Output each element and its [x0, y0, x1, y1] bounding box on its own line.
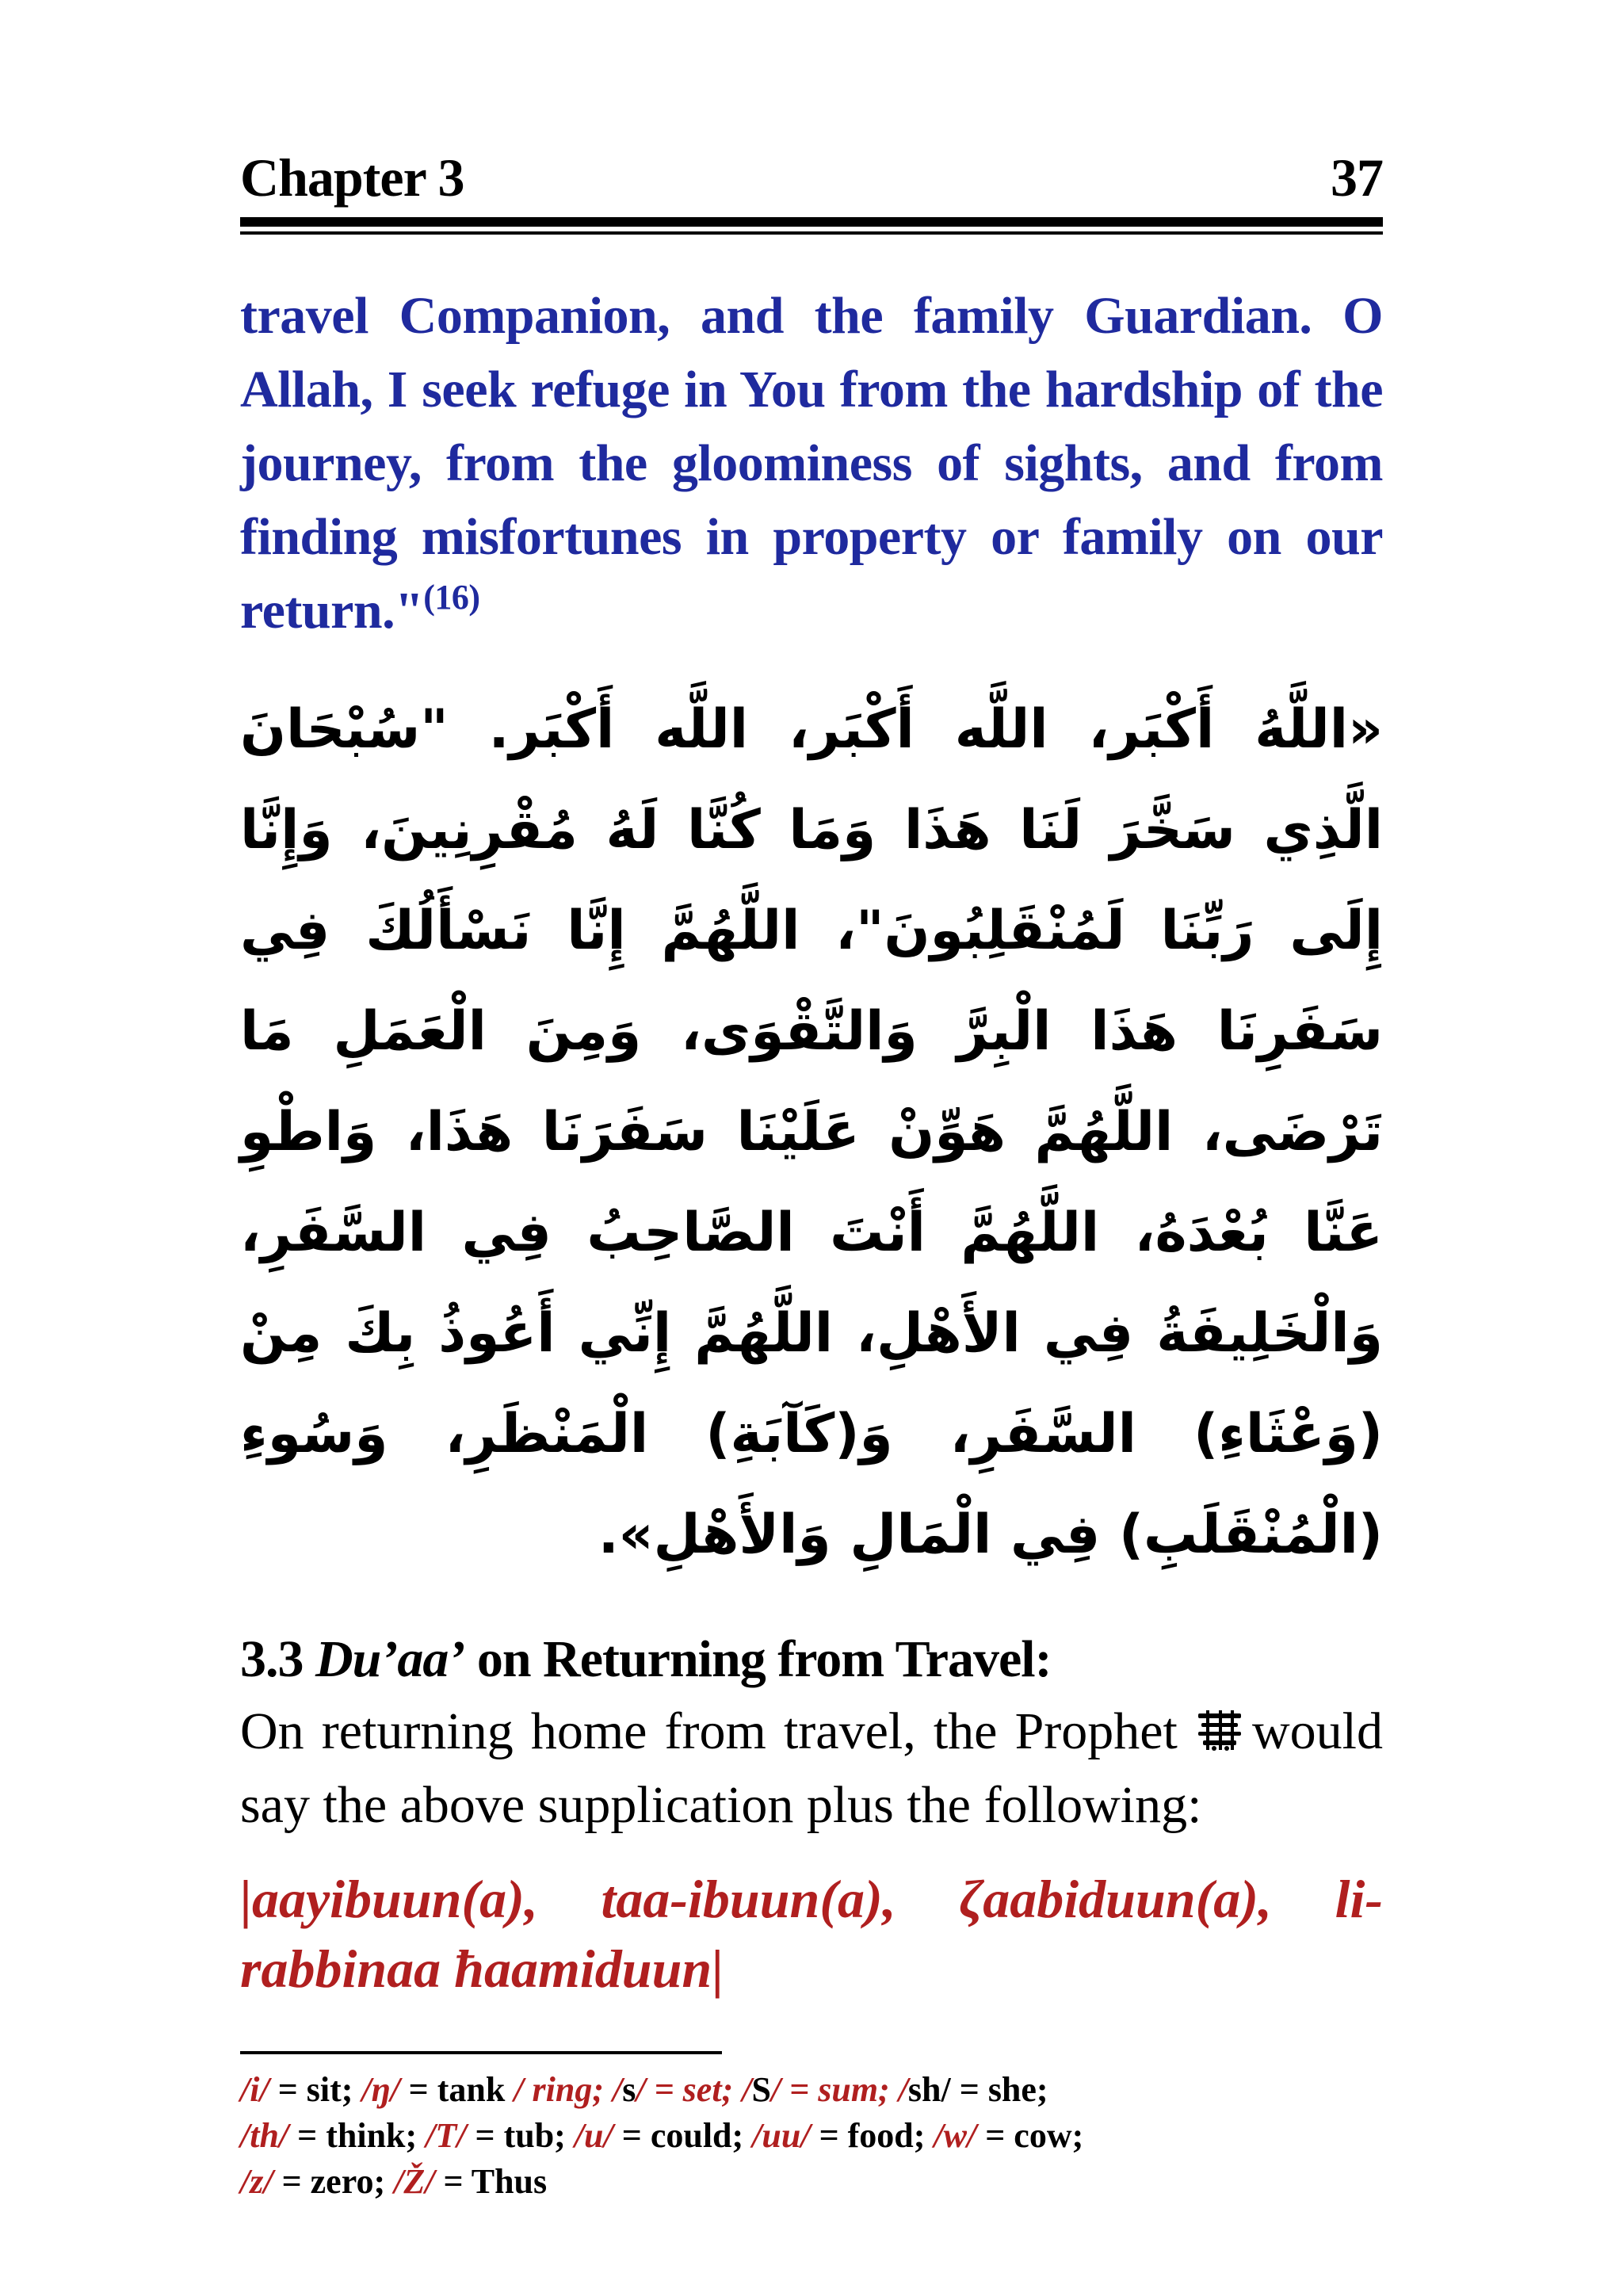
- phonetic-symbol: /Ž/: [394, 2162, 435, 2201]
- translation-paragraph: [240, 279, 1383, 648]
- example-word: = tub;: [466, 2116, 575, 2155]
- chapter-title: Chapter 3: [240, 147, 464, 208]
- example-word: = could;: [613, 2116, 753, 2155]
- page-number: 37: [1331, 147, 1383, 208]
- example-word: = tank: [399, 2070, 514, 2109]
- body-text-end: would say the above supplication plus the following:: [240, 1702, 1384, 1834]
- phonetic-symbol: / = set; /: [636, 2070, 752, 2109]
- footnote-line: [240, 2067, 1383, 2113]
- phonetic-symbol: /T/: [426, 2116, 467, 2155]
- footnote-reference: (16): [423, 578, 480, 617]
- example-word: = food;: [810, 2116, 934, 2155]
- page-header: [240, 143, 1383, 212]
- phonetic-symbol: /u/: [574, 2116, 613, 2155]
- example-word: = zero;: [273, 2162, 395, 2201]
- phonetic-symbol: /w/: [934, 2116, 977, 2155]
- phonetic-symbol: / ring; /: [514, 2070, 623, 2109]
- translation-text: travel Companion, and the family Guardian. O Allah, I seek refuge in You from the hardship of the journey, from the gloominess of sights, and from finding misfortunes in property or family on our return.": [240, 287, 1383, 640]
- book-page: [240, 143, 1383, 2205]
- transliteration: |aayibuun(a), taa-ibuun(a), ζaabiduun(a), li-rabbinaa ħaamiduun|: [240, 1869, 1383, 1999]
- example-word: = sit;: [269, 2070, 362, 2109]
- footnote: [240, 2067, 1383, 2205]
- footnote-rule: [240, 2051, 722, 2054]
- section-number: 3.3: [240, 1630, 304, 1688]
- section-body: [240, 1694, 1383, 1842]
- arabic-supplication: «اللَّهُ أَكْبَر، اللَّه أَكْبَر، اللَّه أَكْبَر. "سُبْحَانَ الَّذِي سَخَّرَ لَنَا هَذَا وَمَا كُنَّا لَهُ مُقْرِنِينَ، وَإِنَّا إِلَى رَبِّنَا لَمُنْقَلِبُونَ"، اللَّهُمَّ إِنَّا نَسْأَلُكَ فِي سَفَرِنَا هَذَا الْبِرَّ وَالتَّقْوَى، وَمِنَ الْعَمَلِ مَا تَرْضَى، اللَّهُمَّ هَوِّنْ عَلَيْنَا سَفَرَنَا هَذَا، وَاطْوِ عَنَّا بُعْدَهُ، اللَّهُمَّ أَنْتَ الصَّاحِبُ فِي السَّفَرِ، وَالْخَلِيفَةُ فِي الأَهْلِ، اللَّهُمَّ إِنِّي أَعُوذُ بِكَ مِنْ (وَعْثَاءِ) السَّفَرِ، وَ(كَآبَةِ) الْمَنْظَرِ، وَسُوءِ (الْمُنْقَلَبِ) فِي الْمَالِ وَالأَهْلِ».: [240, 698, 1383, 1566]
- section-title-italic: Du’aa’: [315, 1630, 465, 1688]
- section-heading: [240, 1625, 1383, 1694]
- header-rule-thin: [240, 231, 1383, 235]
- phonetic-symbol: /i/: [240, 2070, 269, 2109]
- phonetic-symbol: /z/: [240, 2162, 273, 2201]
- example-word: = Thus: [434, 2162, 548, 2201]
- body-text-start: On returning home from travel, the Prophet: [240, 1702, 1178, 1760]
- phonetic-symbol: /uu/: [752, 2116, 811, 2155]
- pbuh-calligraphy-icon: [1195, 1709, 1244, 1753]
- phonetic-symbol: / = sum; /: [770, 2070, 908, 2109]
- example-word: S: [751, 2070, 771, 2109]
- footnote-line: [240, 2113, 1383, 2159]
- phonetic-symbol: /ŋ/: [361, 2070, 400, 2109]
- example-word: sh/ = she;: [907, 2070, 1048, 2109]
- section-title: on Returning from Travel:: [476, 1630, 1052, 1688]
- header-rule-thick: [240, 217, 1383, 227]
- footnote-line: [240, 2159, 1383, 2205]
- example-word: = think;: [288, 2116, 426, 2155]
- example-word: s: [622, 2070, 636, 2109]
- example-word: = cow;: [976, 2116, 1084, 2155]
- phonetic-symbol: /th/: [240, 2116, 289, 2155]
